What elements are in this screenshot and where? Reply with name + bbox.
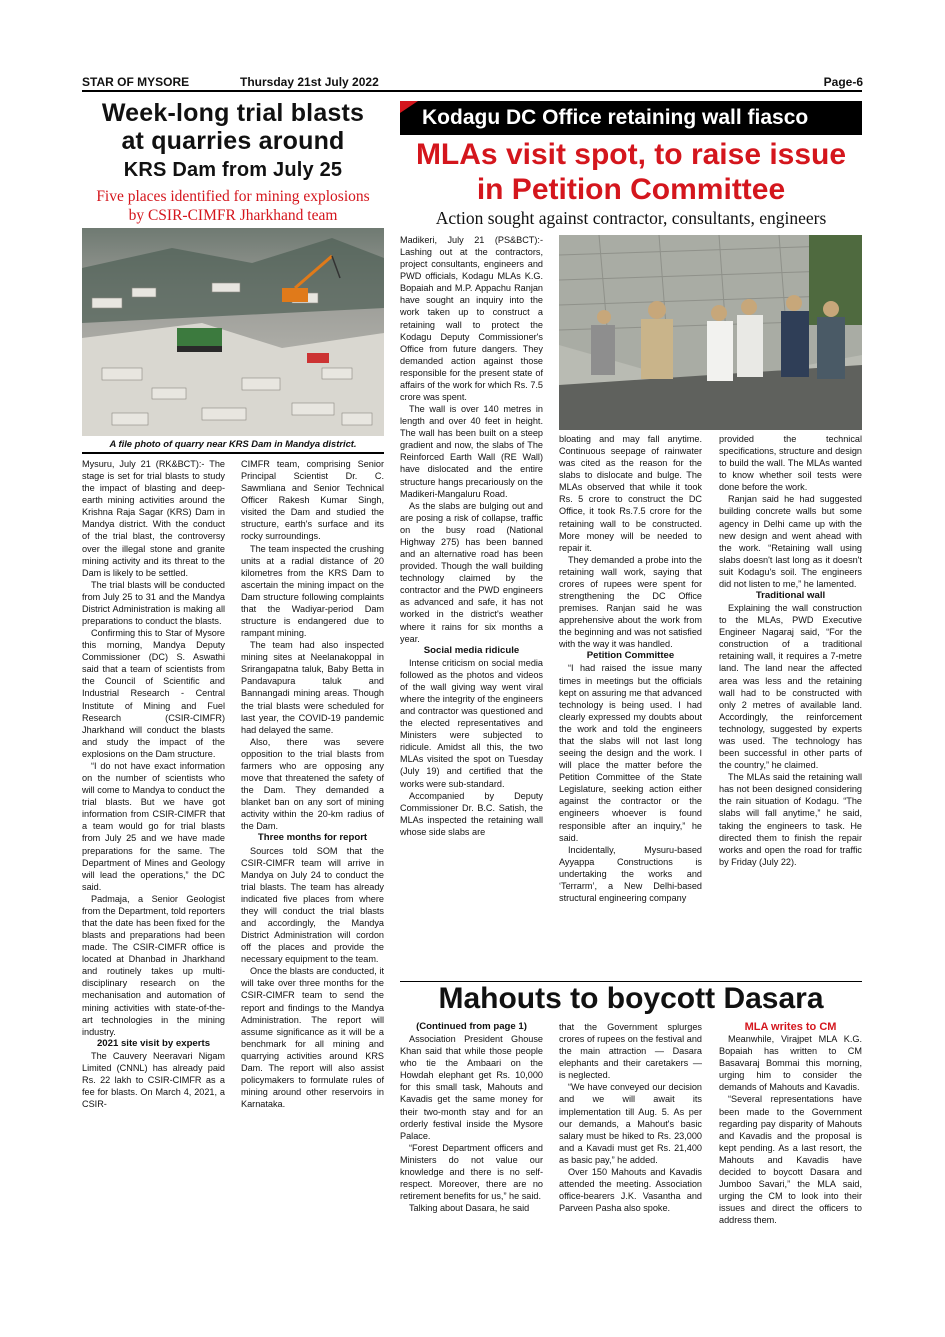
- paragraph: The team had also inspected mining sites at Neelanakoppal in Srirangapatna taluk, Baby Betta in Pandavapura taluk and Bannangadi mining areas. Though the trial blasts were scheduled for last year, the COVID-19 pandemic had delayed the same.: [241, 640, 384, 735]
- story3-column-1: [400, 1021, 543, 1214]
- story2-column-3: [719, 433, 862, 868]
- mlas-inspection-photo: [559, 235, 862, 430]
- paragraph: The wall is over 140 metres in length and over 40 feet in height. The wall has been built on a steep gradient and now, the slabs of The Reinforced Earth Wall (RE Wall) have dislocated and the entire structure hangs precariously on the Madikeri-Mangaluru Road.: [400, 404, 543, 499]
- photo-caption: A file photo of quarry near KRS Dam in Mandya district.: [109, 438, 357, 449]
- paragraph: “I do not have exact information on the number of scientists who will come to Mandya to conduct the trial blasts. But we have got information from CSIR-CIMFR that a team would go for trial blasts from July 25 and we have made preparations for the same. The Department of Mines and Geology will lead the operations,” the DC said.: [82, 760, 225, 892]
- paragraph: Madikeri, July 21 (PS&BCT):- Lashing out at the contractors, project consultants, engineers and PWD officials, Kodagu MLAs K.G. Bopaiah and M.P. Appachu Ranjan have sought an inquiry into the work taken up to construct a retaining wall to protect the Kodagu Deputy Commissioner's Office from future dangers. They demanded action against those responsible for the present state of affairs of the work for which Rs. 7.5 crore was spent.: [400, 235, 543, 403]
- story1-headline: [82, 99, 384, 185]
- paragraph: The Cauvery Neeravari Nigam Limited (CNNL) has already paid Rs. 22 lakh to CSIR-CIMFR as a fee for blasts. On March 4, 2021, a CSIR-: [82, 1050, 225, 1110]
- paragraph: The trial blasts will be conducted from July 25 to 31 and the Mandya District Administration is making all preparations to conduct the blasts.: [82, 579, 225, 627]
- quarry-photo: [82, 228, 384, 436]
- paragraph: Once the blasts are conducted, it will take over three months for the CSIR-CIMFR team to send the report and findings to the Mandya Administration. The report will assume significance as it will be a benchmark for all mining and quarrying activities around KRS Dam. The report will also assist policymakers to formulate rules of mining around other reservoirs in Karnataka.: [241, 966, 384, 1110]
- paragraph: that the Government splurges crores of rupees on the festival and the main attraction — Dasara elephants and their caretakers — is neglected.: [559, 1022, 702, 1081]
- paragraph: Over 150 Mahouts and Kavadis attended the meeting. Association office-bearers J.K. Vasantha and Parveen Pasha also spoke.: [559, 1166, 702, 1214]
- caption-rule: [82, 452, 384, 454]
- banner-text: Kodagu DC Office retaining wall fiasco: [422, 106, 809, 129]
- paragraph: Intense criticism on social media followed as the photos and videos of the wall giving way went viral where the integrity of the engineers and contractor was questioned and the elected representatives and Ministers were subjected to ridicule. Amidst all this, the two MLAs visited the spot on Tuesday (July 19) and certified that the works were sub-standard.: [400, 657, 543, 789]
- paragraph: Sources told SOM that the CSIR-CIMFR team will arrive in Mandya on July 24 to conduct the trial blasts. The team has already indicated five places from where they will conduct the trial blasts and accordingly, the Mandya District Administration will cordon off the places and provide the necessary equipment to the team.: [241, 845, 384, 965]
- banner: [400, 101, 862, 135]
- headline-line-1: Week-long trial blasts: [101, 99, 365, 127]
- paragraph: “Forest Department officers and Ministers do not value our knowledge and there is no self-respect. Moreover, there are no retirement benefits for us,” he said.: [400, 1142, 543, 1202]
- headline-line-2: at quarries around: [121, 127, 345, 155]
- paragraph: “Several representations have been made to the Government regarding pay disparity of Mahouts and Kavadis and the proposal is kept pending. As a last resort, the Mahouts and Kavadis have decided to boycott Dasara and Jumboo Savari,” the MLA said, urging the CM to look into their issues and direct the officers to address them.: [719, 1094, 862, 1226]
- story3-column-2: [559, 1021, 702, 1214]
- paragraph: Padmaja, a Senior Geologist from the Department, told reporters that the date has been fixed for the blasts and preparations had been made. The CSIR-CIMFR office is located at Dhanbad in Jharkhand and routinely takes up multi-disciplinary research on the mechanisation and automation of mining activities with state-of-the-art technologies in the mining industry.: [82, 893, 225, 1037]
- subheading: MLA writes to CM: [744, 1021, 837, 1033]
- subheading: Traditional wall: [755, 590, 826, 602]
- subheading: Petition Committee: [586, 650, 675, 662]
- subheading: Three months for report: [257, 832, 368, 844]
- paragraph: Talking about Dasara, he said: [409, 1203, 530, 1214]
- story1-column-1: [82, 458, 225, 1110]
- headline-line-2: in Petition Committee: [476, 173, 786, 206]
- paragraph: The team inspected the crushing units at a radial distance of 20 kilometres from the KRS Dam to ascertain the mining impact on the Dam structure following complaints that the Wadiyar-period Dam structure is endangered due to rampant mining.: [241, 543, 384, 639]
- paragraph: Association President Ghouse Khan said that while those people who tie the Ambaari on the Howdah elephant get Rs. 10,000 for this small task, Mahouts and Kavadis get the same money for their two-month stay and for an orderly festival inside the Mysore Palace.: [400, 1034, 543, 1141]
- banner-corner: [400, 101, 418, 113]
- paragraph: Meanwhile, Virajpet MLA K.G. Bopaiah has written to CM Basavaraj Bommai this morning, urging him to consider the demands of Mahouts and Kavadis.: [719, 1034, 862, 1093]
- header-rule: [82, 90, 862, 92]
- continued-note: (Continued from page 1): [416, 1021, 527, 1032]
- paragraph: “We have conveyed our decision and we will await its implementation till Aug. 5. As per our demands, a Mahout's basic salary must be hiked to Rs. 23,000 and a Kavadi must get Rs. 21,400 as basic pay,” he added.: [559, 1082, 702, 1165]
- story2-column-1: [400, 234, 543, 838]
- paragraph: Mysuru, July 21 (RK&BCT):- The stage is set for trial blasts to study the impact of blasting and deep-earth mining activities around the Krishna Raja Sagar (KRS) Dam in Mandya district. With the conduct of the trial blast, the controversy over the illegal stone and granite mining activity and its threat to the Dam is likely to be settled.: [82, 459, 225, 578]
- paragraph: Confirming this to Star of Mysore this morning, Mandya Deputy Commissioner (DC) S. Aswathi said that a team of scientists from the Council of Scientific and Industrial Research - Central Institute of Mining and Fuel Research (CSIR-CIMFR) Jharkhand will conduct the blasts and study the impact of the explosions on the Dam structure.: [82, 628, 225, 759]
- story2-subhead: Action sought against contractor, consultants, engineers: [435, 208, 827, 228]
- paragraph: They demanded a probe into the retaining wall work, saying that crores of rupees were spent for strengthening the DC Office premises. Ranjan said he was apprehensive about the work from the beginning and was not satisfied with the way it was handled.: [559, 554, 702, 650]
- paragraph: Incidentally, Mysuru-based Ayyappa Constructions is undertaking the works and ‘Terrarm’, a New Delhi-based structural engineering company: [559, 844, 702, 903]
- story3-headline: Mahouts to boycott Dasara: [438, 982, 824, 1015]
- subheading: 2021 site visit by experts: [96, 1037, 211, 1049]
- paragraph: Also, there was severe opposition to the trial blasts from farmers who are opposing any move that threatened the safety of the Dam. They demanded a blanket ban on any sort of mining activity within the 20-km radius of the Dam.: [241, 736, 384, 832]
- paragraph: As the slabs are bulging out and are posing a risk of collapse, traffic on the busy road (National Highway 275) has been banned and an alternative road has been provided. Though the wall building technology claimed by the contractor and the PWD engineers as advanced and safe, it has not worked in the district's weather where it rains for six months a year.: [400, 500, 543, 644]
- paragraph: bloating and may fall anytime. Continuous seepage of rainwater was cited as the reason for the slabs to dislocate and bulge. The MLAs observed that while it took Rs. 5 crore to construct the DC Office, it took Rs.7.5 crore for the retaining wall to be constructed. More money will be needed to repair it.: [559, 434, 702, 553]
- subhead-line-1: Five places identified for mining explosions: [96, 188, 370, 205]
- headline-line-3: KRS Dam from July 25: [123, 159, 343, 181]
- paragraph: Accompanied by Deputy Commissioner Dr. B.C. Satish, the MLAs inspected the retaining wall whose side slabs are: [400, 790, 543, 837]
- story2-headline: [398, 137, 864, 207]
- paragraph: Explaining the wall construction to the MLAs, PWD Executive Engineer Nagaraj said, “For the construction of a traditional retaining wall, it requires a 7-metre land. The land near the affected area was less and the retaining wall had to be constructed with only 2 metres of available land. Accordingly, the reinforcement technology, suggested by experts was used. The technology has been successful in other parts of the country,” he claimed.: [719, 603, 862, 771]
- paragraph: The MLAs said the retaining wall has not been designed considering the rain situation of Kodagu. “The slabs will fall anytime,” he said, taking the engineers to task. He directed them to finish the repair works and open the road for traffic by Friday (July 22).: [719, 772, 862, 867]
- story2-column-2: [559, 433, 702, 904]
- paragraph: CIMFR team, comprising Senior Principal Scientist Dr. C. Sawmliana and Senior Technical Officer Rakesh Kumar Singh, visited the Dam and studied the structure, earth's surface and its rocky surroundings.: [241, 459, 384, 542]
- page-number: Page-6: [823, 75, 863, 89]
- story1-column-2: [241, 458, 384, 1110]
- story1-subhead: [82, 187, 384, 225]
- paragraph: Ranjan said he had suggested building concrete walls but some agency in Delhi came up with the new design and went ahead with the work. “Retaining wall using slabs doesn't last long as it doesn't suit Kodagu's soil. The engineers did not listen to me,” he lamented.: [719, 494, 862, 589]
- story3-column-3: [719, 1021, 862, 1226]
- headline-line-1: MLAs visit spot, to raise issue: [415, 138, 847, 171]
- issue-date: Thursday 21st July 2022: [240, 75, 379, 89]
- subhead-line-2: by CSIR-CIMFR Jharkhand team: [128, 207, 338, 224]
- paper-name: STAR OF MYSORE: [82, 75, 190, 89]
- paragraph: “I had raised the issue many times in meetings but the officials kept on assuring me that advanced technology is being used. I had clearly expressed my doubts about the work and told the engineers that the slabs will not last long seeing the design and the work. I will place the matter before the Petition Committee of the State Legislature, seeking action either against the contractor or the engineers whoever is found responsible after an inquiry,” he said.: [559, 663, 702, 843]
- subheading: Social media ridicule: [423, 644, 520, 656]
- paragraph: provided the technical specifications, structure and design to build the wall. The MLAs wanted to know whether soil tests were done before the work.: [719, 434, 862, 493]
